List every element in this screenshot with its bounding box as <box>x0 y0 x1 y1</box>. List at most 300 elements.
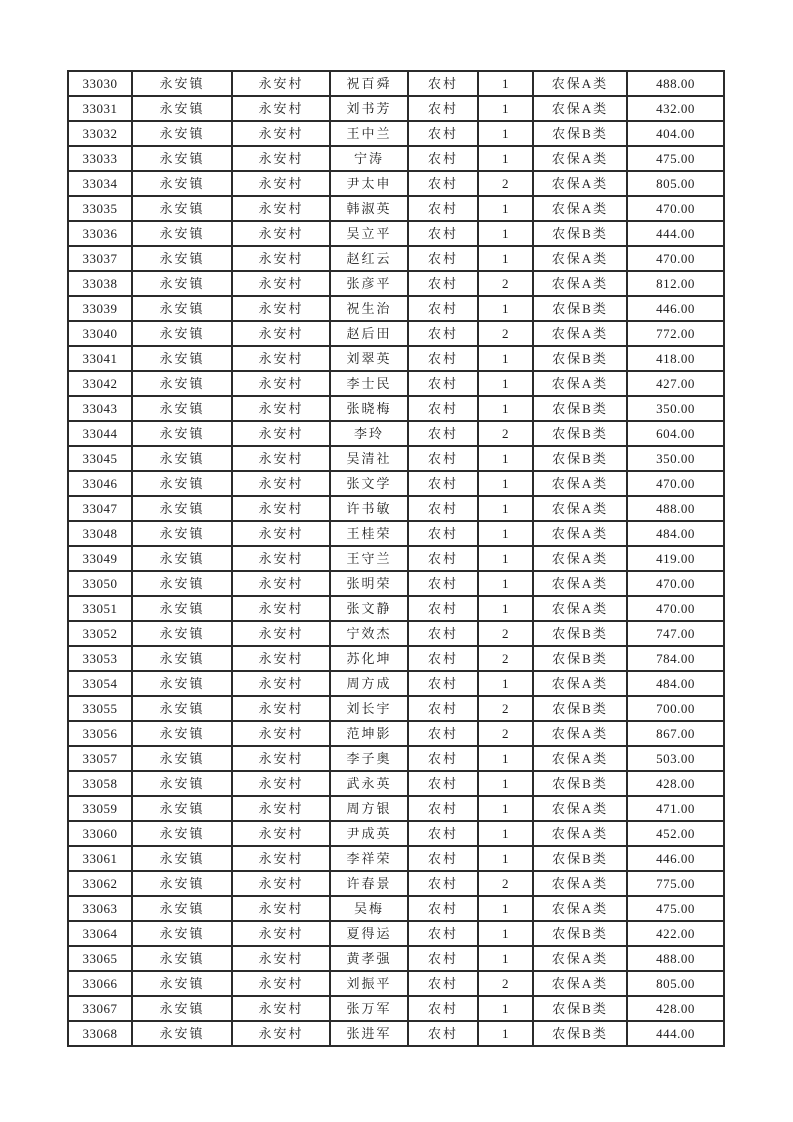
cell-category: 农保A类 <box>533 596 627 621</box>
cell-count: 1 <box>478 446 533 471</box>
cell-town: 永安镇 <box>132 621 232 646</box>
cell-village: 永安村 <box>232 596 330 621</box>
cell-area: 农村 <box>408 471 478 496</box>
cell-town: 永安镇 <box>132 521 232 546</box>
cell-count: 1 <box>478 846 533 871</box>
cell-amount: 488.00 <box>627 946 724 971</box>
cell-village: 永安村 <box>232 571 330 596</box>
cell-town: 永安镇 <box>132 871 232 896</box>
table-row <box>68 571 724 596</box>
cell-amount: 747.00 <box>627 621 724 646</box>
cell-category: 农保A类 <box>533 796 627 821</box>
table-row <box>68 296 724 321</box>
cell-name: 尹成英 <box>330 821 408 846</box>
cell-name: 吴立平 <box>330 221 408 246</box>
cell-amount: 427.00 <box>627 371 724 396</box>
cell-id: 33043 <box>68 396 132 421</box>
cell-id: 33057 <box>68 746 132 771</box>
cell-town: 永安镇 <box>132 671 232 696</box>
cell-village: 永安村 <box>232 546 330 571</box>
cell-village: 永安村 <box>232 921 330 946</box>
cell-village: 永安村 <box>232 721 330 746</box>
cell-category: 农保B类 <box>533 396 627 421</box>
table-row <box>68 896 724 921</box>
pension-payment-table <box>67 70 725 1047</box>
table-row <box>68 671 724 696</box>
cell-village: 永安村 <box>232 1021 330 1046</box>
cell-amount: 471.00 <box>627 796 724 821</box>
cell-name: 黄孝强 <box>330 946 408 971</box>
cell-id: 33040 <box>68 321 132 346</box>
table-row <box>68 396 724 421</box>
cell-amount: 422.00 <box>627 921 724 946</box>
cell-town: 永安镇 <box>132 371 232 396</box>
table-row <box>68 946 724 971</box>
cell-amount: 784.00 <box>627 646 724 671</box>
cell-amount: 428.00 <box>627 771 724 796</box>
cell-name: 李祥荣 <box>330 846 408 871</box>
table-row <box>68 221 724 246</box>
cell-count: 1 <box>478 921 533 946</box>
cell-category: 农保A类 <box>533 746 627 771</box>
cell-id: 33067 <box>68 996 132 1021</box>
cell-amount: 484.00 <box>627 671 724 696</box>
table-row <box>68 921 724 946</box>
cell-name: 祝百舜 <box>330 71 408 96</box>
table-row <box>68 321 724 346</box>
cell-area: 农村 <box>408 621 478 646</box>
cell-id: 33054 <box>68 671 132 696</box>
cell-category: 农保A类 <box>533 521 627 546</box>
cell-amount: 475.00 <box>627 896 724 921</box>
table-row <box>68 1021 724 1046</box>
cell-category: 农保A类 <box>533 371 627 396</box>
cell-village: 永安村 <box>232 796 330 821</box>
cell-area: 农村 <box>408 1021 478 1046</box>
cell-village: 永安村 <box>232 346 330 371</box>
cell-amount: 805.00 <box>627 171 724 196</box>
cell-category: 农保B类 <box>533 346 627 371</box>
cell-area: 农村 <box>408 446 478 471</box>
cell-amount: 470.00 <box>627 246 724 271</box>
cell-id: 33033 <box>68 146 132 171</box>
cell-name: 周方成 <box>330 671 408 696</box>
cell-name: 许书敏 <box>330 496 408 521</box>
cell-area: 农村 <box>408 821 478 846</box>
cell-category: 农保A类 <box>533 271 627 296</box>
cell-category: 农保A类 <box>533 871 627 896</box>
cell-area: 农村 <box>408 546 478 571</box>
cell-amount: 867.00 <box>627 721 724 746</box>
table-row <box>68 621 724 646</box>
cell-category: 农保B类 <box>533 771 627 796</box>
cell-category: 农保B类 <box>533 1021 627 1046</box>
cell-village: 永安村 <box>232 946 330 971</box>
cell-category: 农保B类 <box>533 421 627 446</box>
cell-name: 张文静 <box>330 596 408 621</box>
cell-id: 33035 <box>68 196 132 221</box>
table-row <box>68 596 724 621</box>
cell-town: 永安镇 <box>132 821 232 846</box>
cell-area: 农村 <box>408 996 478 1021</box>
cell-area: 农村 <box>408 721 478 746</box>
cell-count: 1 <box>478 596 533 621</box>
cell-amount: 470.00 <box>627 196 724 221</box>
cell-id: 33052 <box>68 621 132 646</box>
cell-amount: 470.00 <box>627 471 724 496</box>
cell-amount: 418.00 <box>627 346 724 371</box>
cell-id: 33053 <box>68 646 132 671</box>
cell-amount: 475.00 <box>627 146 724 171</box>
cell-town: 永安镇 <box>132 421 232 446</box>
table-row <box>68 146 724 171</box>
cell-id: 33032 <box>68 121 132 146</box>
cell-village: 永安村 <box>232 771 330 796</box>
table-row <box>68 871 724 896</box>
cell-id: 33059 <box>68 796 132 821</box>
cell-town: 永安镇 <box>132 996 232 1021</box>
cell-name: 夏得运 <box>330 921 408 946</box>
cell-id: 33034 <box>68 171 132 196</box>
table-row <box>68 346 724 371</box>
cell-area: 农村 <box>408 946 478 971</box>
cell-area: 农村 <box>408 346 478 371</box>
cell-area: 农村 <box>408 396 478 421</box>
cell-area: 农村 <box>408 121 478 146</box>
cell-count: 1 <box>478 371 533 396</box>
cell-name: 王桂荣 <box>330 521 408 546</box>
cell-area: 农村 <box>408 96 478 121</box>
table-row <box>68 71 724 96</box>
cell-name: 李子奥 <box>330 746 408 771</box>
cell-village: 永安村 <box>232 496 330 521</box>
cell-village: 永安村 <box>232 621 330 646</box>
cell-area: 农村 <box>408 746 478 771</box>
cell-village: 永安村 <box>232 821 330 846</box>
cell-town: 永安镇 <box>132 196 232 221</box>
cell-area: 农村 <box>408 896 478 921</box>
cell-category: 农保A类 <box>533 146 627 171</box>
cell-amount: 484.00 <box>627 521 724 546</box>
cell-name: 吴清社 <box>330 446 408 471</box>
cell-town: 永安镇 <box>132 546 232 571</box>
cell-count: 2 <box>478 171 533 196</box>
cell-count: 1 <box>478 821 533 846</box>
cell-amount: 350.00 <box>627 396 724 421</box>
cell-amount: 419.00 <box>627 546 724 571</box>
cell-name: 宁效杰 <box>330 621 408 646</box>
cell-amount: 350.00 <box>627 446 724 471</box>
table-row <box>68 121 724 146</box>
cell-id: 33065 <box>68 946 132 971</box>
table-row <box>68 246 724 271</box>
cell-area: 农村 <box>408 271 478 296</box>
table-row <box>68 746 724 771</box>
table-row <box>68 546 724 571</box>
cell-count: 1 <box>478 71 533 96</box>
cell-category: 农保A类 <box>533 971 627 996</box>
cell-id: 33055 <box>68 696 132 721</box>
cell-amount: 812.00 <box>627 271 724 296</box>
cell-count: 1 <box>478 246 533 271</box>
cell-area: 农村 <box>408 521 478 546</box>
cell-area: 农村 <box>408 196 478 221</box>
cell-town: 永安镇 <box>132 121 232 146</box>
cell-id: 33037 <box>68 246 132 271</box>
cell-village: 永安村 <box>232 896 330 921</box>
cell-count: 2 <box>478 271 533 296</box>
cell-id: 33056 <box>68 721 132 746</box>
cell-category: 农保A类 <box>533 171 627 196</box>
cell-name: 张万军 <box>330 996 408 1021</box>
cell-village: 永安村 <box>232 71 330 96</box>
cell-area: 农村 <box>408 321 478 346</box>
cell-category: 农保A类 <box>533 71 627 96</box>
table-row <box>68 421 724 446</box>
cell-name: 刘长宇 <box>330 696 408 721</box>
cell-area: 农村 <box>408 771 478 796</box>
cell-amount: 428.00 <box>627 996 724 1021</box>
cell-amount: 470.00 <box>627 596 724 621</box>
cell-town: 永安镇 <box>132 646 232 671</box>
cell-count: 2 <box>478 871 533 896</box>
cell-area: 农村 <box>408 846 478 871</box>
cell-village: 永安村 <box>232 96 330 121</box>
cell-name: 赵后田 <box>330 321 408 346</box>
cell-town: 永安镇 <box>132 146 232 171</box>
cell-count: 1 <box>478 471 533 496</box>
cell-id: 33048 <box>68 521 132 546</box>
cell-town: 永安镇 <box>132 1021 232 1046</box>
cell-count: 2 <box>478 646 533 671</box>
cell-amount: 470.00 <box>627 571 724 596</box>
cell-name: 宁涛 <box>330 146 408 171</box>
table-row <box>68 721 724 746</box>
cell-town: 永安镇 <box>132 571 232 596</box>
cell-town: 永安镇 <box>132 296 232 321</box>
cell-village: 永安村 <box>232 696 330 721</box>
cell-id: 33063 <box>68 896 132 921</box>
cell-town: 永安镇 <box>132 946 232 971</box>
cell-name: 赵红云 <box>330 246 408 271</box>
cell-area: 农村 <box>408 971 478 996</box>
cell-town: 永安镇 <box>132 771 232 796</box>
cell-area: 农村 <box>408 696 478 721</box>
table-row <box>68 196 724 221</box>
table-row <box>68 771 724 796</box>
cell-count: 1 <box>478 671 533 696</box>
cell-count: 1 <box>478 221 533 246</box>
cell-area: 农村 <box>408 421 478 446</box>
cell-count: 2 <box>478 421 533 446</box>
cell-id: 33061 <box>68 846 132 871</box>
cell-amount: 446.00 <box>627 296 724 321</box>
cell-category: 农保B类 <box>533 921 627 946</box>
cell-amount: 775.00 <box>627 871 724 896</box>
cell-name: 刘翠英 <box>330 346 408 371</box>
cell-area: 农村 <box>408 571 478 596</box>
cell-town: 永安镇 <box>132 71 232 96</box>
cell-area: 农村 <box>408 371 478 396</box>
cell-town: 永安镇 <box>132 796 232 821</box>
cell-name: 张明荣 <box>330 571 408 596</box>
cell-village: 永安村 <box>232 671 330 696</box>
cell-category: 农保A类 <box>533 671 627 696</box>
cell-count: 1 <box>478 196 533 221</box>
cell-amount: 488.00 <box>627 496 724 521</box>
cell-count: 1 <box>478 496 533 521</box>
cell-category: 农保B类 <box>533 446 627 471</box>
table-body <box>68 71 724 1046</box>
cell-name: 吴梅 <box>330 896 408 921</box>
cell-count: 2 <box>478 971 533 996</box>
cell-village: 永安村 <box>232 121 330 146</box>
table-row <box>68 496 724 521</box>
cell-village: 永安村 <box>232 521 330 546</box>
table-row <box>68 96 724 121</box>
cell-amount: 805.00 <box>627 971 724 996</box>
table-row <box>68 996 724 1021</box>
cell-town: 永安镇 <box>132 321 232 346</box>
cell-category: 农保B类 <box>533 121 627 146</box>
cell-category: 农保A类 <box>533 571 627 596</box>
cell-category: 农保B类 <box>533 646 627 671</box>
cell-name: 周方银 <box>330 796 408 821</box>
cell-id: 33060 <box>68 821 132 846</box>
cell-area: 农村 <box>408 921 478 946</box>
cell-count: 1 <box>478 521 533 546</box>
cell-area: 农村 <box>408 871 478 896</box>
cell-id: 33042 <box>68 371 132 396</box>
cell-name: 张进军 <box>330 1021 408 1046</box>
cell-category: 农保A类 <box>533 246 627 271</box>
cell-amount: 432.00 <box>627 96 724 121</box>
cell-village: 永安村 <box>232 471 330 496</box>
cell-count: 1 <box>478 771 533 796</box>
cell-id: 33064 <box>68 921 132 946</box>
cell-name: 刘书芳 <box>330 96 408 121</box>
cell-town: 永安镇 <box>132 471 232 496</box>
cell-village: 永安村 <box>232 171 330 196</box>
cell-village: 永安村 <box>232 396 330 421</box>
cell-town: 永安镇 <box>132 896 232 921</box>
cell-category: 农保A类 <box>533 546 627 571</box>
cell-id: 33066 <box>68 971 132 996</box>
cell-id: 33051 <box>68 596 132 621</box>
cell-village: 永安村 <box>232 321 330 346</box>
cell-name: 王守兰 <box>330 546 408 571</box>
cell-area: 农村 <box>408 671 478 696</box>
cell-town: 永安镇 <box>132 746 232 771</box>
cell-village: 永安村 <box>232 246 330 271</box>
cell-count: 1 <box>478 121 533 146</box>
cell-id: 33031 <box>68 96 132 121</box>
cell-amount: 404.00 <box>627 121 724 146</box>
cell-id: 33046 <box>68 471 132 496</box>
cell-amount: 444.00 <box>627 221 724 246</box>
cell-id: 33041 <box>68 346 132 371</box>
cell-area: 农村 <box>408 221 478 246</box>
cell-id: 33062 <box>68 871 132 896</box>
table-row <box>68 271 724 296</box>
cell-name: 武永英 <box>330 771 408 796</box>
cell-name: 范坤影 <box>330 721 408 746</box>
cell-name: 李士民 <box>330 371 408 396</box>
cell-id: 33047 <box>68 496 132 521</box>
cell-id: 33038 <box>68 271 132 296</box>
cell-village: 永安村 <box>232 371 330 396</box>
cell-count: 1 <box>478 346 533 371</box>
cell-category: 农保A类 <box>533 896 627 921</box>
cell-category: 农保A类 <box>533 821 627 846</box>
cell-count: 1 <box>478 946 533 971</box>
cell-id: 33036 <box>68 221 132 246</box>
table-row <box>68 371 724 396</box>
cell-town: 永安镇 <box>132 696 232 721</box>
cell-count: 1 <box>478 546 533 571</box>
cell-area: 农村 <box>408 596 478 621</box>
cell-name: 张彦平 <box>330 271 408 296</box>
cell-category: 农保A类 <box>533 471 627 496</box>
cell-category: 农保B类 <box>533 996 627 1021</box>
cell-village: 永安村 <box>232 871 330 896</box>
cell-amount: 772.00 <box>627 321 724 346</box>
cell-village: 永安村 <box>232 846 330 871</box>
cell-category: 农保B类 <box>533 846 627 871</box>
cell-town: 永安镇 <box>132 246 232 271</box>
cell-name: 张晓梅 <box>330 396 408 421</box>
cell-town: 永安镇 <box>132 846 232 871</box>
cell-amount: 604.00 <box>627 421 724 446</box>
cell-count: 2 <box>478 696 533 721</box>
cell-count: 1 <box>478 996 533 1021</box>
table-row <box>68 646 724 671</box>
cell-id: 33045 <box>68 446 132 471</box>
cell-category: 农保B类 <box>533 296 627 321</box>
cell-name: 李玲 <box>330 421 408 446</box>
cell-category: 农保A类 <box>533 96 627 121</box>
cell-amount: 488.00 <box>627 71 724 96</box>
cell-village: 永安村 <box>232 996 330 1021</box>
cell-village: 永安村 <box>232 971 330 996</box>
cell-town: 永安镇 <box>132 921 232 946</box>
cell-id: 33058 <box>68 771 132 796</box>
cell-count: 1 <box>478 746 533 771</box>
cell-count: 1 <box>478 146 533 171</box>
cell-count: 1 <box>478 571 533 596</box>
cell-id: 33049 <box>68 546 132 571</box>
cell-amount: 444.00 <box>627 1021 724 1046</box>
cell-village: 永安村 <box>232 271 330 296</box>
cell-village: 永安村 <box>232 446 330 471</box>
cell-category: 农保A类 <box>533 721 627 746</box>
cell-name: 韩淑英 <box>330 196 408 221</box>
cell-count: 1 <box>478 896 533 921</box>
cell-count: 1 <box>478 1021 533 1046</box>
cell-id: 33068 <box>68 1021 132 1046</box>
cell-count: 1 <box>478 96 533 121</box>
cell-id: 33030 <box>68 71 132 96</box>
cell-name: 苏化坤 <box>330 646 408 671</box>
cell-village: 永安村 <box>232 196 330 221</box>
cell-village: 永安村 <box>232 746 330 771</box>
cell-name: 王中兰 <box>330 121 408 146</box>
table-row <box>68 821 724 846</box>
cell-count: 1 <box>478 796 533 821</box>
cell-town: 永安镇 <box>132 271 232 296</box>
cell-category: 农保B类 <box>533 621 627 646</box>
cell-village: 永安村 <box>232 421 330 446</box>
